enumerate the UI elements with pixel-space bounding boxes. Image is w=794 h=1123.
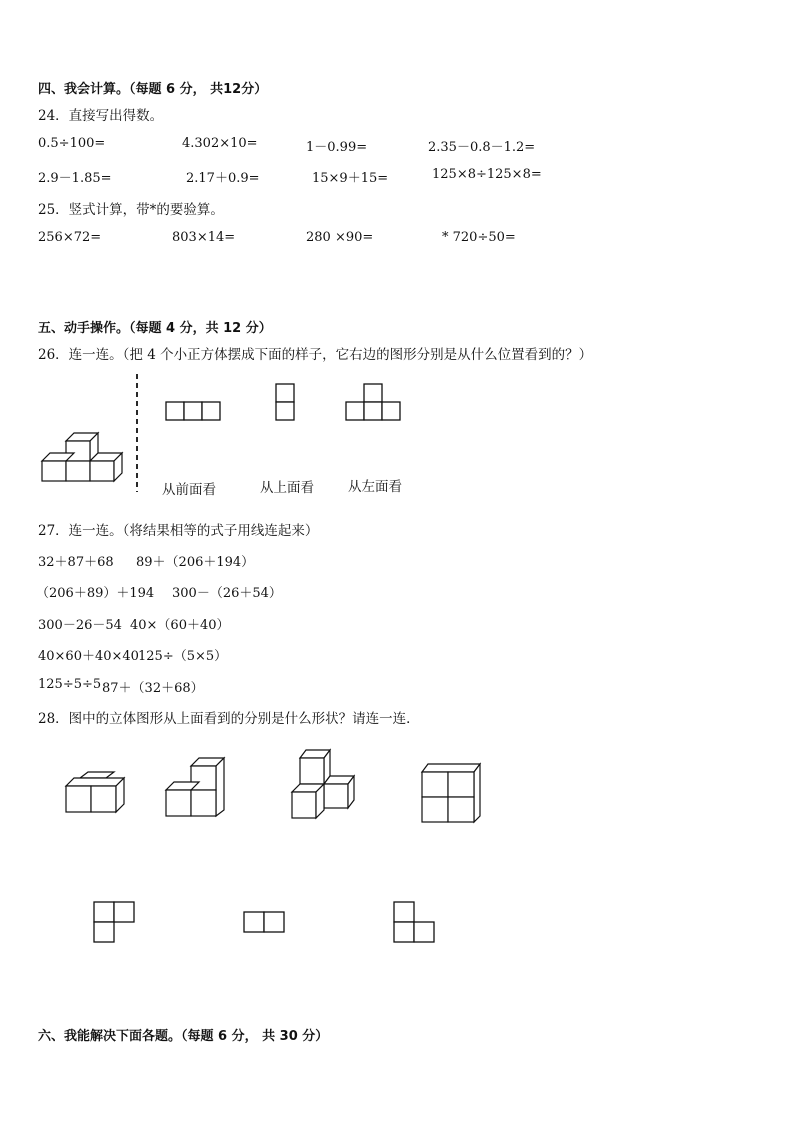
q27-left-3: 300－26－54 <box>38 618 122 633</box>
cube-front-face <box>42 461 66 481</box>
q27-left-5: 125÷5÷5 <box>38 677 102 692</box>
q24-expr-3: 1－0.99= <box>306 140 368 155</box>
q27-left-2: （206＋89）＋194 <box>36 586 155 601</box>
q24-expr-6: 2.17＋0.9= <box>186 171 260 186</box>
q25-expr-2: 803×14= <box>172 230 236 245</box>
q24-expr-5: 2.9－1.85= <box>38 171 112 186</box>
q24-expr-4: 2.35－0.8－1.2= <box>428 140 536 155</box>
q24-expr-8: 125×8÷125×8= <box>432 167 542 182</box>
q28-top-view-1 <box>93 901 137 945</box>
question-28-stem: 28．图中的立体图形从上面看到的分别是什么形状？请连一连． <box>38 711 420 727</box>
section-5-title: 五、动手操作。（每题 4 分，共 12 分） <box>38 321 272 336</box>
q28-top-view-3 <box>393 901 437 945</box>
q26-label-left: 从左面看 <box>348 479 402 495</box>
cube-front-face <box>90 461 114 481</box>
q25-expr-4: * 720÷50= <box>442 230 516 245</box>
q27-right-1: 89＋（206＋194） <box>136 555 255 570</box>
q26-view-three-in-row <box>165 401 223 423</box>
dashed-divider <box>134 374 140 494</box>
q28-solid-2 <box>164 756 230 820</box>
question-27-stem: 27．连一连。（将结果相等的式子用线连起来） <box>38 523 319 539</box>
q27-left-1: 32＋87＋68 <box>38 555 114 570</box>
q26-label-top: 从上面看 <box>260 480 314 496</box>
question-26-stem: 26．连一连。（把 4 个小正方体摆成下面的样子，它右边的图形分别是从什么位置看到的？） <box>38 347 593 363</box>
q27-left-4: 40×60＋40×40 <box>38 649 139 664</box>
q26-label-front: 从前面看 <box>162 482 216 498</box>
q28-solid-1 <box>64 770 130 816</box>
q27-right-5: 87＋（32＋68） <box>102 681 204 696</box>
section-4-title: 四、我会计算。（每题 6 分， 共12分） <box>38 82 268 97</box>
q25-expr-3: 280 ×90= <box>306 230 374 245</box>
q25-expr-1: 256×72= <box>38 230 102 245</box>
q24-expr-2: 4.302×10= <box>182 136 258 151</box>
q28-solid-3 <box>290 748 360 820</box>
q28-solid-4 <box>420 762 486 826</box>
q27-right-2: 300－（26＋54） <box>172 586 282 601</box>
q24-expr-1: 0.5÷100= <box>38 136 106 151</box>
question-24-stem: 24．直接写出得数。 <box>38 108 164 124</box>
cube-front-face <box>66 461 90 481</box>
q27-right-4: 125÷（5×5） <box>138 649 228 664</box>
section-6-title: 六、我能解决下面各题。（每题 6 分， 共 30 分） <box>38 1029 329 1044</box>
question-25-stem: 25．竖式计算，带*的要验算。 <box>38 202 224 218</box>
q26-view-t-shape <box>345 383 403 423</box>
q24-expr-7: 15×9＋15= <box>312 171 389 186</box>
q27-right-3: 40×（60＋40） <box>130 618 230 633</box>
q26-cube-stack-figure <box>40 415 130 485</box>
q26-view-two-stacked <box>275 383 297 423</box>
q28-top-view-2 <box>243 911 287 935</box>
